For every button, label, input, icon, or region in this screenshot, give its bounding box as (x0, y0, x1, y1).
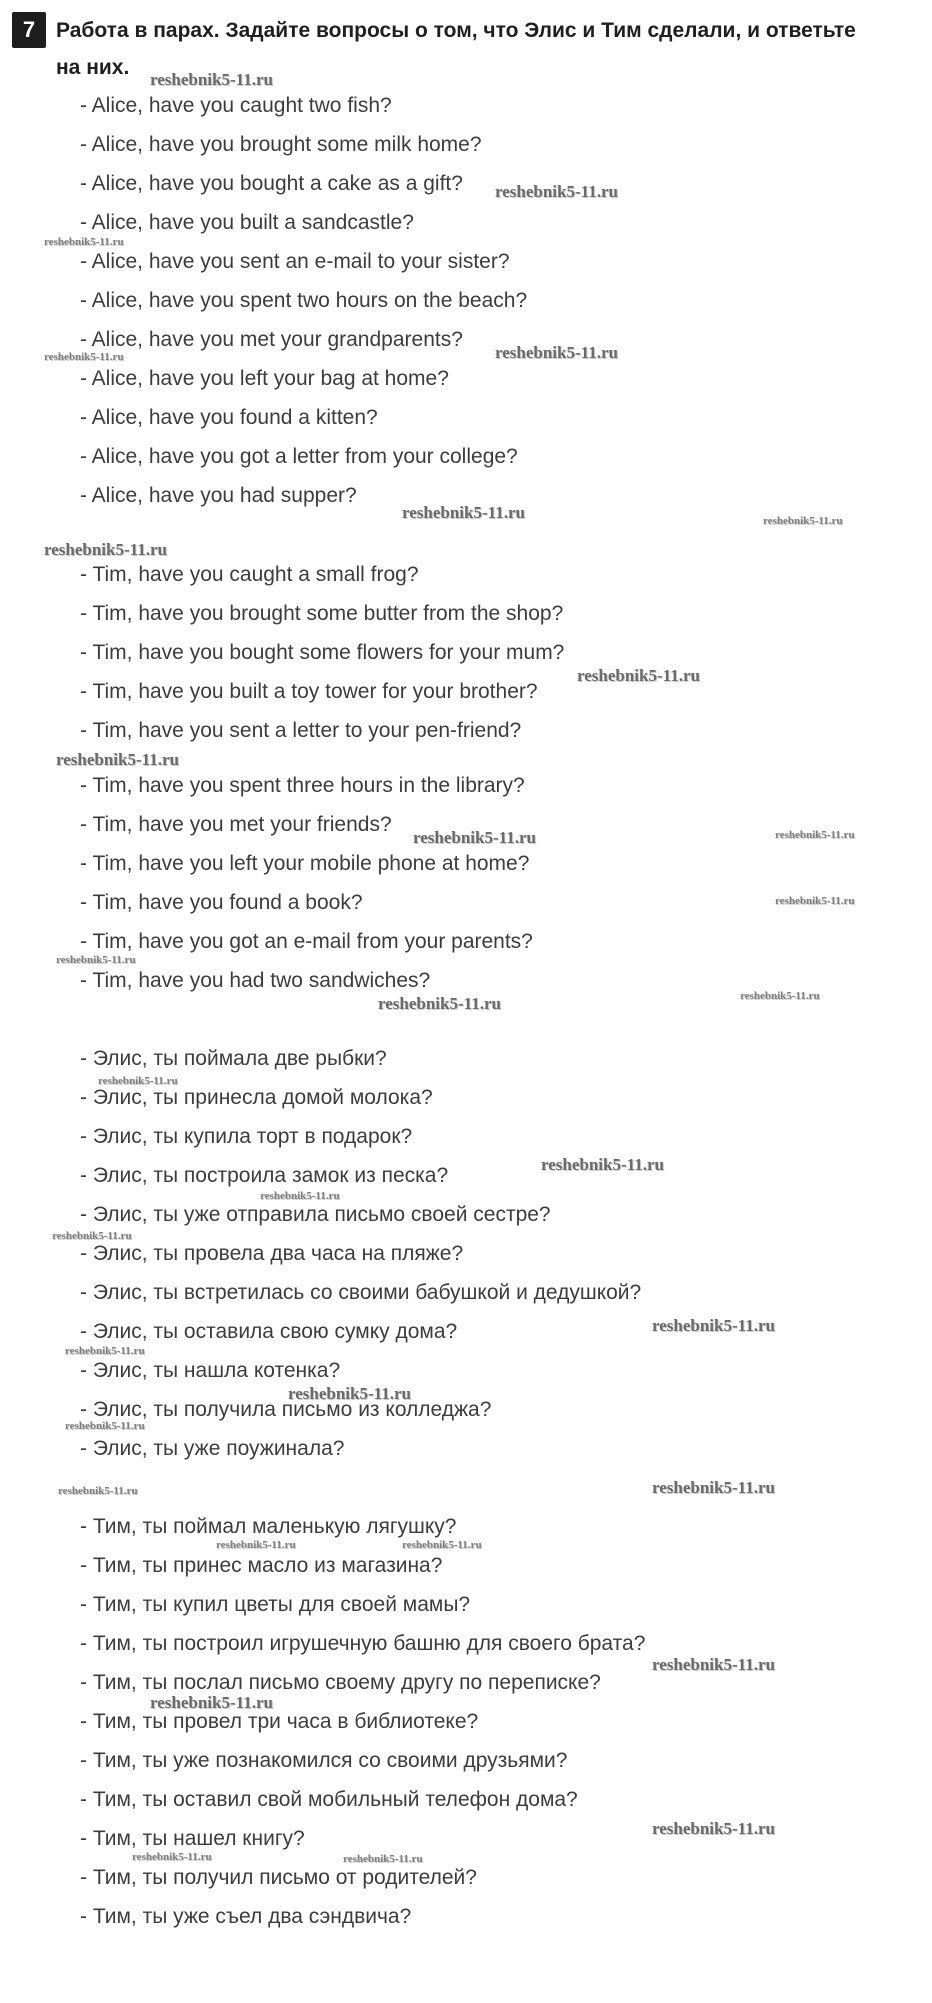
watermark: reshebnik5-11.ru (52, 1230, 132, 1242)
alice-ru-question: - Элис, ты поймала две рыбки? (80, 1047, 387, 1070)
tim-ru-question: - Тим, ты уже познакомился со своими друзьями? (80, 1749, 568, 1772)
watermark: reshebnik5-11.ru (56, 954, 136, 966)
alice-en-question: - Alice, have you had supper? (80, 484, 357, 507)
alice-ru-question: - Элис, ты получила письмо из колледжа? (80, 1398, 492, 1421)
alice-ru-question: - Элис, ты оставила свою сумку дома? (80, 1320, 458, 1343)
tim-en-question: - Tim, have you had two sandwiches? (80, 969, 431, 992)
watermark: reshebnik5-11.ru (58, 1485, 138, 1497)
watermark: reshebnik5-11.ru (132, 1851, 212, 1863)
alice-ru-question: - Элис, ты принесла домой молока? (80, 1086, 433, 1109)
watermark: reshebnik5-11.ru (216, 1539, 296, 1551)
watermark: reshebnik5-11.ru (343, 1853, 423, 1865)
tim-ru-question: - Тим, ты оставил свой мобильный телефон дома? (80, 1788, 578, 1811)
tim-ru-question: - Тим, ты купил цветы для своей мамы? (80, 1593, 471, 1616)
alice-en-question: - Alice, have you got a letter from your college? (80, 445, 518, 468)
alice-en-question: - Alice, have you bought a cake as a gift? (80, 172, 463, 195)
watermark: reshebnik5-11.ru (65, 1420, 145, 1432)
watermark: reshebnik5-11.ru (65, 1345, 145, 1357)
tim-ru-question: - Тим, ты уже съел два сэндвича? (80, 1905, 412, 1928)
tim-en-question: - Tim, have you got an e-mail from your parents? (80, 930, 533, 953)
tim-en-question: - Tim, have you found a book? (80, 891, 363, 914)
exercise-number-badge: 7 (12, 12, 46, 48)
watermark: reshebnik5-11.ru (763, 515, 843, 527)
watermark: reshebnik5-11.ru (150, 1693, 273, 1712)
watermark: reshebnik5-11.ru (413, 828, 536, 847)
alice-en-question: - Alice, have you caught two fish? (80, 94, 392, 117)
tim-en-question: - Tim, have you bought some flowers for your mum? (80, 641, 565, 664)
watermark: reshebnik5-11.ru (740, 990, 820, 1002)
tim-en-question: - Tim, have you left your mobile phone at home? (80, 852, 530, 875)
tim-ru-question: - Тим, ты нашел книгу? (80, 1827, 305, 1850)
alice-en-question: - Alice, have you met your grandparents? (80, 328, 463, 351)
watermark: reshebnik5-11.ru (56, 750, 179, 769)
tim-en-question: - Tim, have you met your friends? (80, 813, 392, 836)
alice-en-question: - Alice, have you brought some milk home? (80, 133, 482, 156)
watermark: reshebnik5-11.ru (652, 1655, 775, 1674)
watermark: reshebnik5-11.ru (98, 1075, 178, 1087)
task-title-line-1: Работа в парах. Задайте вопросы о том, что Элис и Тим сделали, и ответьте (56, 19, 856, 42)
alice-ru-question: - Элис, ты купила торт в подарок? (80, 1125, 413, 1148)
watermark: reshebnik5-11.ru (775, 829, 855, 841)
tim-en-question: - Tim, have you built a toy tower for your brother? (80, 680, 538, 703)
watermark: reshebnik5-11.ru (495, 343, 618, 362)
watermark: reshebnik5-11.ru (402, 503, 525, 522)
tim-ru-question: - Тим, ты построил игрушечную башню для своего брата? (80, 1632, 646, 1655)
tim-en-question: - Tim, have you sent a letter to your pen-friend? (80, 719, 522, 742)
alice-en-question: - Alice, have you left your bag at home? (80, 367, 449, 390)
tim-ru-question: - Тим, ты провел три часа в библиотеке? (80, 1710, 479, 1733)
tim-ru-question: - Тим, ты послал письмо своему другу по переписке? (80, 1671, 601, 1694)
alice-ru-question: - Элис, ты построила замок из песка? (80, 1164, 449, 1187)
alice-ru-question: - Элис, ты встретилась со своими бабушкой и дедушкой? (80, 1281, 642, 1304)
alice-en-question: - Alice, have you spent two hours on the beach? (80, 289, 528, 312)
watermark: reshebnik5-11.ru (402, 1539, 482, 1551)
watermark: reshebnik5-11.ru (150, 70, 273, 89)
watermark: reshebnik5-11.ru (652, 1819, 775, 1838)
watermark: reshebnik5-11.ru (378, 994, 501, 1013)
task-title-line-2: на них. (56, 56, 130, 79)
alice-ru-question: - Элис, ты нашла котенка? (80, 1359, 341, 1382)
watermark: reshebnik5-11.ru (44, 351, 124, 363)
tim-en-question: - Tim, have you brought some butter from the shop? (80, 602, 564, 625)
watermark: reshebnik5-11.ru (541, 1155, 664, 1174)
watermark: reshebnik5-11.ru (495, 182, 618, 201)
tim-ru-question: - Тим, ты получил письмо от родителей? (80, 1866, 477, 1889)
watermark: reshebnik5-11.ru (260, 1190, 340, 1202)
alice-ru-question: - Элис, ты уже поужинала? (80, 1437, 345, 1460)
watermark: reshebnik5-11.ru (44, 236, 124, 248)
tim-en-question: - Tim, have you caught a small frog? (80, 563, 419, 586)
watermark: reshebnik5-11.ru (775, 895, 855, 907)
alice-en-question: - Alice, have you sent an e-mail to your sister? (80, 250, 510, 273)
alice-en-question: - Alice, have you found a kitten? (80, 406, 378, 429)
watermark: reshebnik5-11.ru (652, 1316, 775, 1335)
alice-ru-question: - Элис, ты уже отправила письмо своей сестре? (80, 1203, 551, 1226)
tim-ru-question: - Тим, ты поймал маленькую лягушку? (80, 1515, 457, 1538)
tim-en-question: - Tim, have you spent three hours in the library? (80, 774, 525, 797)
watermark: reshebnik5-11.ru (288, 1384, 411, 1403)
tim-ru-question: - Тим, ты принес масло из магазина? (80, 1554, 443, 1577)
watermark: reshebnik5-11.ru (652, 1478, 775, 1497)
alice-en-question: - Alice, have you built a sandcastle? (80, 211, 414, 234)
watermark: reshebnik5-11.ru (577, 666, 700, 685)
watermark: reshebnik5-11.ru (44, 540, 167, 559)
alice-ru-question: - Элис, ты провела два часа на пляже? (80, 1242, 464, 1265)
